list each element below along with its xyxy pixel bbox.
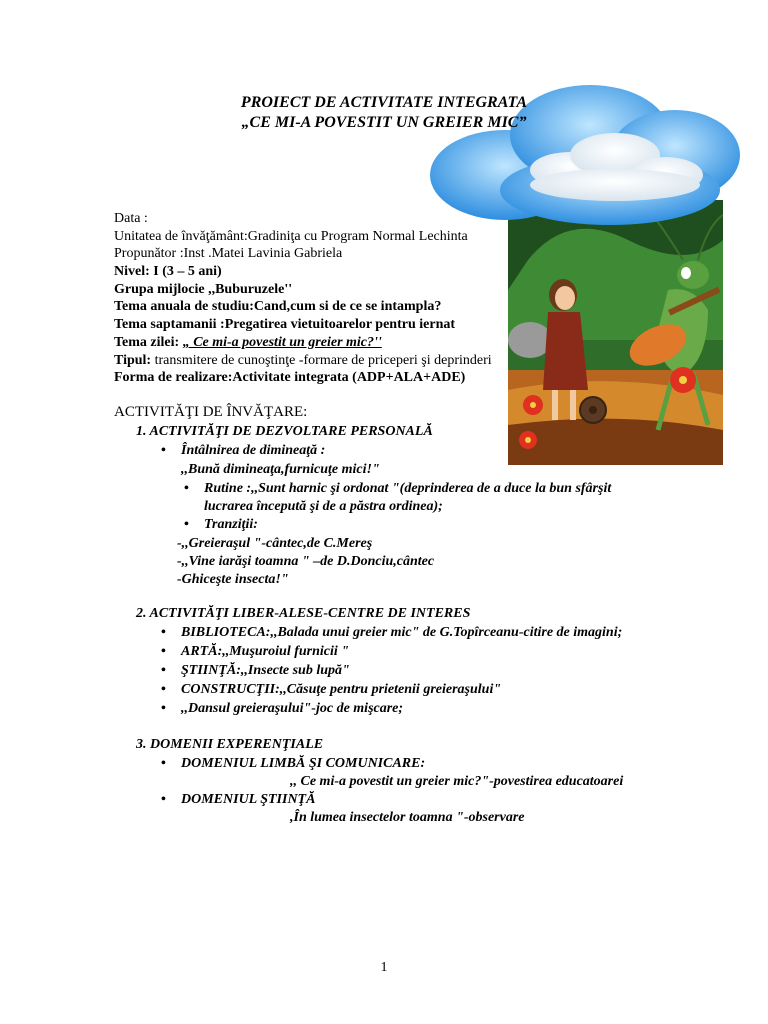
section2-item: • ARTĂ:,,Muşuroiul furnicii " [181,644,349,660]
metadata-block [114,210,492,387]
cricket-illustration-icon [508,200,723,465]
page-title: PROIECT DE ACTIVITATE INTEGRATA [240,94,528,111]
meta-tema-anuala: Tema anuala de studiu:Cand,cum si de ce se intampla? [114,299,442,315]
section1-bullet-tranzitii: • Tranziţii: [204,517,258,533]
page-number: 1 [380,960,388,975]
section2-item: • ŞTIINŢĂ:,,Insecte sub lupă" [181,663,350,679]
tipul-value: transmitere de cunoştinţe -formare de priceperi şi deprinderi [151,352,492,368]
section1-bullet-intalnirea: • Întâlnirea de dimineaţă : [181,443,325,459]
meta-tema-saptamanii: Tema saptamanii :Pregatirea vietuitoarelor pentru iernat [114,317,456,333]
meta-grupa: Grupa mijlocie ,,Buburuzele'' [114,281,293,297]
meta-tema-zilei [114,334,492,352]
tema-zilei-label: Tema zilei: [114,334,183,350]
tema-zilei-value: „ Ce mi-a povestit un greier mic?'' [182,334,382,350]
meta-data: Data : [114,211,148,226]
section1-title: 1. ACTIVITĂŢI DE DEZVOLTARE PERSONALĂ [136,424,433,439]
section3-title: 3. DOMENII EXPERENŢIALE [136,737,324,752]
tipul-label: Tipul: [114,352,152,368]
section2-item: • CONSTRUCŢII:,,Căsuţe pentru prietenii greieraşului" [181,682,501,698]
section3-stiinta-sub: ,În lumea insectelor toamna "-observare [290,810,525,825]
section1-tranzitie-2: -,,Vine iarăşi toamna " –de D.Donciu,cântec [177,554,435,569]
activities-heading: ACTIVITĂŢI DE ÎNVĂŢARE: [114,404,308,420]
meta-unitatea: Unitatea de învăţământ:Gradiniţa cu Program Normal Lechinta [114,228,468,244]
section1-tranzitie-3: -Ghiceşte insecta!" [177,572,289,587]
section3-limba-sub: ,, Ce mi-a povestit un greier mic?"-povestirea educatoarei [290,774,624,789]
section3-domeniul-stiinta: • DOMENIUL ŞTIINŢĂ [181,792,315,808]
section2-item: • BIBLIOTECA:,,Balada unui greier mic" de G.Topîrceanu-citire de imagini; [181,625,622,641]
meta-nivel: Nivel: I (3 – 5 ani) [114,264,222,280]
section1-tranzitie-1: -,,Greieraşul "-cântec,de C.Mereş [177,536,373,551]
section1-intalnirea-sub: ,,Bună dimineaţa,furnicuţe mici!" [181,462,380,477]
meta-forma: Forma de realizare:Activitate integrata (ADP+ALA+ADE) [114,370,466,386]
meta-tipul [114,352,492,370]
section1-bullet-rutine: • Rutine :,,Sunt harnic şi ordonat "(deprinderea de a duce la bun sfârşit [204,481,611,497]
section2-title: 2. ACTIVITĂŢI LIBER-ALESE-CENTRE DE INTERES [136,606,471,621]
section1-rutine-cont: lucrarea începută şi de a păstra ordinea); [204,499,443,514]
section2-item: • ,,Dansul greieraşului"-joc de mişcare; [181,701,403,717]
meta-propunator: Propunător :Inst .Matei Lavinia Gabriela [114,246,343,262]
section3-domeniul-limba: • DOMENIUL LIMBĂ ŞI COMUNICARE: [181,756,425,772]
page-subtitle: „CE MI-A POVESTIT UN GREIER MIC” [241,114,527,131]
